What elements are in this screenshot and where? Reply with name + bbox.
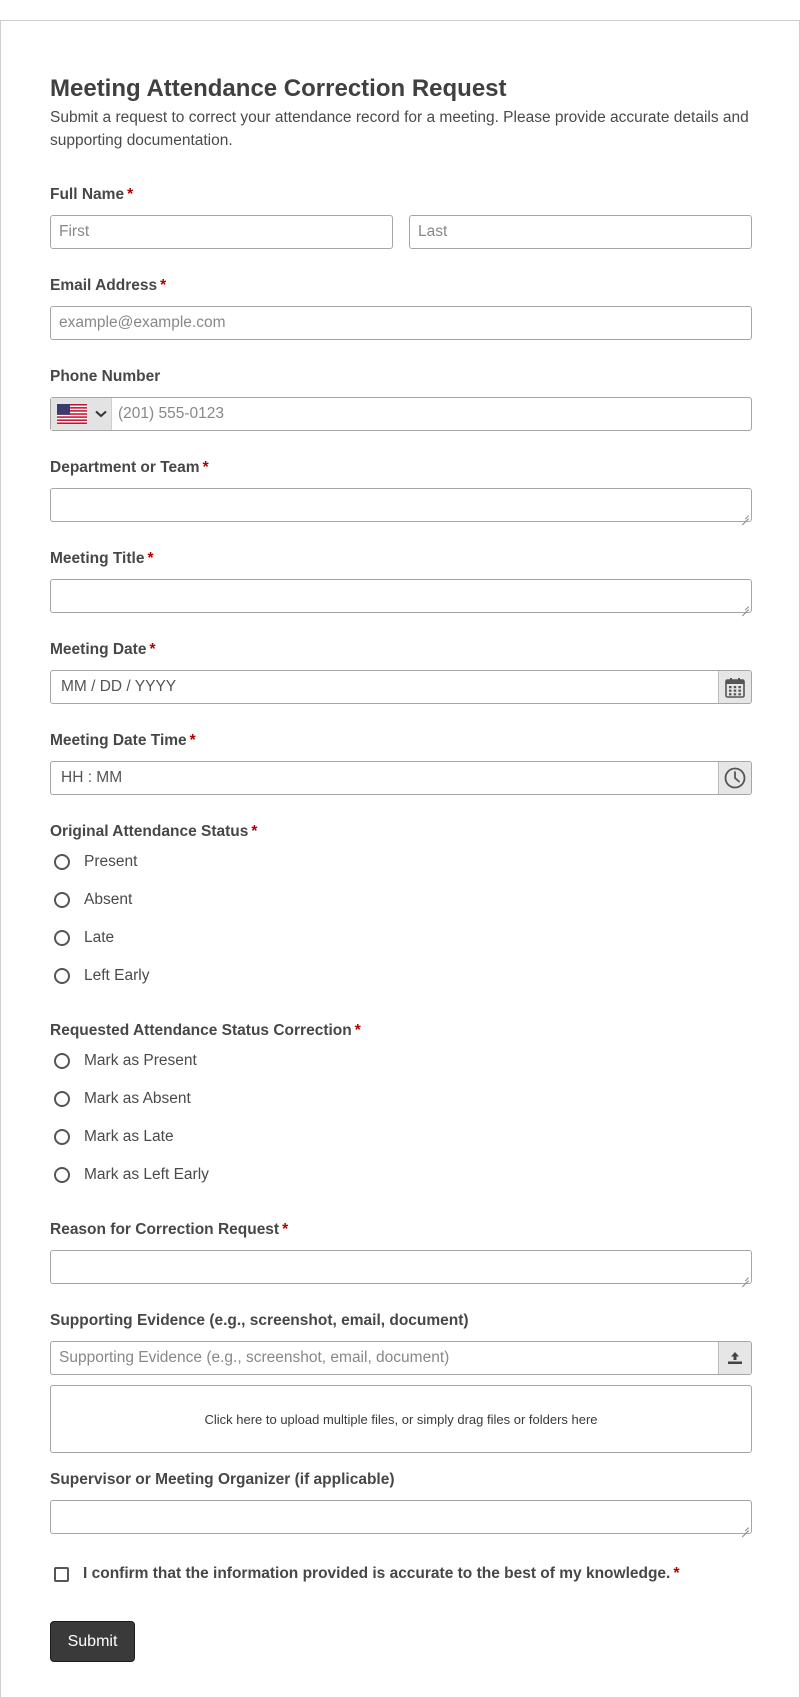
required-mark: * [202,459,209,476]
file-dropzone[interactable]: Click here to upload multiple files, or simply drag files or folders here [50,1385,752,1453]
radio-option[interactable]: Mark as Present [50,1050,197,1072]
supervisor-field [50,1470,752,1490]
meeting-title-label: Meeting Title * [50,550,154,567]
chevron-down-icon [95,410,107,418]
form-content [50,73,752,1650]
radio-option[interactable]: Left Early [50,965,149,987]
reason-field [50,1220,752,1240]
radio-option[interactable]: Present [50,851,137,873]
form-title: Meeting Attendance Correction Request [50,75,507,102]
radio-button[interactable] [54,1129,70,1145]
submit-button[interactable]: Submit [50,1621,135,1662]
radio-option[interactable]: Mark as Late [50,1126,174,1148]
country-code-selector[interactable] [51,398,112,430]
radio-button[interactable] [54,854,70,870]
meeting-date-input[interactable]: MM / DD / YYYY [50,670,752,704]
radio-option[interactable]: Absent [50,889,132,911]
requested-status-label: Requested Attendance Status Correction * [50,1022,361,1039]
time-picker-button[interactable] [718,762,751,794]
first-name-input[interactable]: First [50,215,393,249]
required-mark: * [160,277,167,294]
confirm-label: I confirm that the information provided is accurate to the best of my knowledge. [83,1565,671,1582]
confirm-checkbox-row[interactable] [50,1563,680,1585]
radio-button[interactable] [54,930,70,946]
radio-option[interactable]: Late [50,927,114,949]
radio-button[interactable] [54,892,70,908]
calendar-button[interactable] [718,671,751,703]
evidence-label: Supporting Evidence (e.g., screenshot, email, document) [50,1312,469,1329]
resize-handle[interactable] [742,603,749,610]
radio-option[interactable]: Mark as Left Early [50,1164,209,1186]
required-mark: * [354,1022,361,1039]
department-field [50,458,752,478]
full-name-field [50,185,752,240]
meeting-date-label: Meeting Date * [50,641,156,658]
email-input[interactable]: example@example.com [50,306,752,340]
reason-textarea[interactable] [50,1250,752,1284]
required-mark: * [251,823,258,840]
upload-button[interactable] [718,1342,751,1374]
required-mark: * [149,641,156,658]
resize-handle[interactable] [742,1274,749,1281]
form-description: Submit a request to correct your attendance record for a meeting. Please provide accurate details and supporting documentation. [50,109,749,149]
radio-option[interactable]: Mark as Absent [50,1088,191,1110]
phone-input[interactable]: (201) 555-0123 [50,397,752,431]
radio-button[interactable] [54,968,70,984]
required-mark: * [127,186,134,203]
resize-handle[interactable] [742,512,749,519]
required-mark: * [147,550,154,567]
clock-icon [724,767,746,789]
reason-label: Reason for Correction Request * [50,1221,289,1238]
calendar-icon [725,677,745,698]
radio-button[interactable] [54,1091,70,1107]
radio-button[interactable] [54,1167,70,1183]
requested-status-field [50,1021,752,1183]
department-label: Department or Team * [50,459,209,476]
required-mark: * [673,1565,680,1582]
us-flag-icon [57,404,87,424]
meeting-title-field [50,549,752,569]
supervisor-label: Supervisor or Meeting Organizer (if applicable) [50,1471,395,1488]
required-mark: * [282,1221,289,1238]
original-status-label: Original Attendance Status * [50,823,258,840]
last-name-input[interactable]: Last [409,215,752,249]
full-name-label: Full Name * [50,186,134,203]
email-field [50,276,752,331]
meeting-date-field [50,640,752,695]
department-textarea[interactable] [50,488,752,522]
supervisor-textarea[interactable] [50,1500,752,1534]
phone-field [50,367,752,422]
phone-label: Phone Number [50,368,161,385]
radio-button[interactable] [54,1053,70,1069]
evidence-input[interactable]: Supporting Evidence (e.g., screenshot, email, document) [50,1341,752,1375]
meeting-title-textarea[interactable] [50,579,752,613]
upload-icon [727,1351,743,1365]
meeting-time-field [50,731,752,786]
meeting-time-label: Meeting Date Time * [50,732,196,749]
required-mark: * [189,732,196,749]
evidence-field [50,1311,752,1427]
original-status-field [50,822,752,984]
email-label: Email Address * [50,277,167,294]
meeting-time-input[interactable]: HH : MM [50,761,752,795]
confirm-checkbox[interactable] [54,1567,69,1582]
resize-handle[interactable] [742,1524,749,1531]
form-card [0,20,800,1697]
